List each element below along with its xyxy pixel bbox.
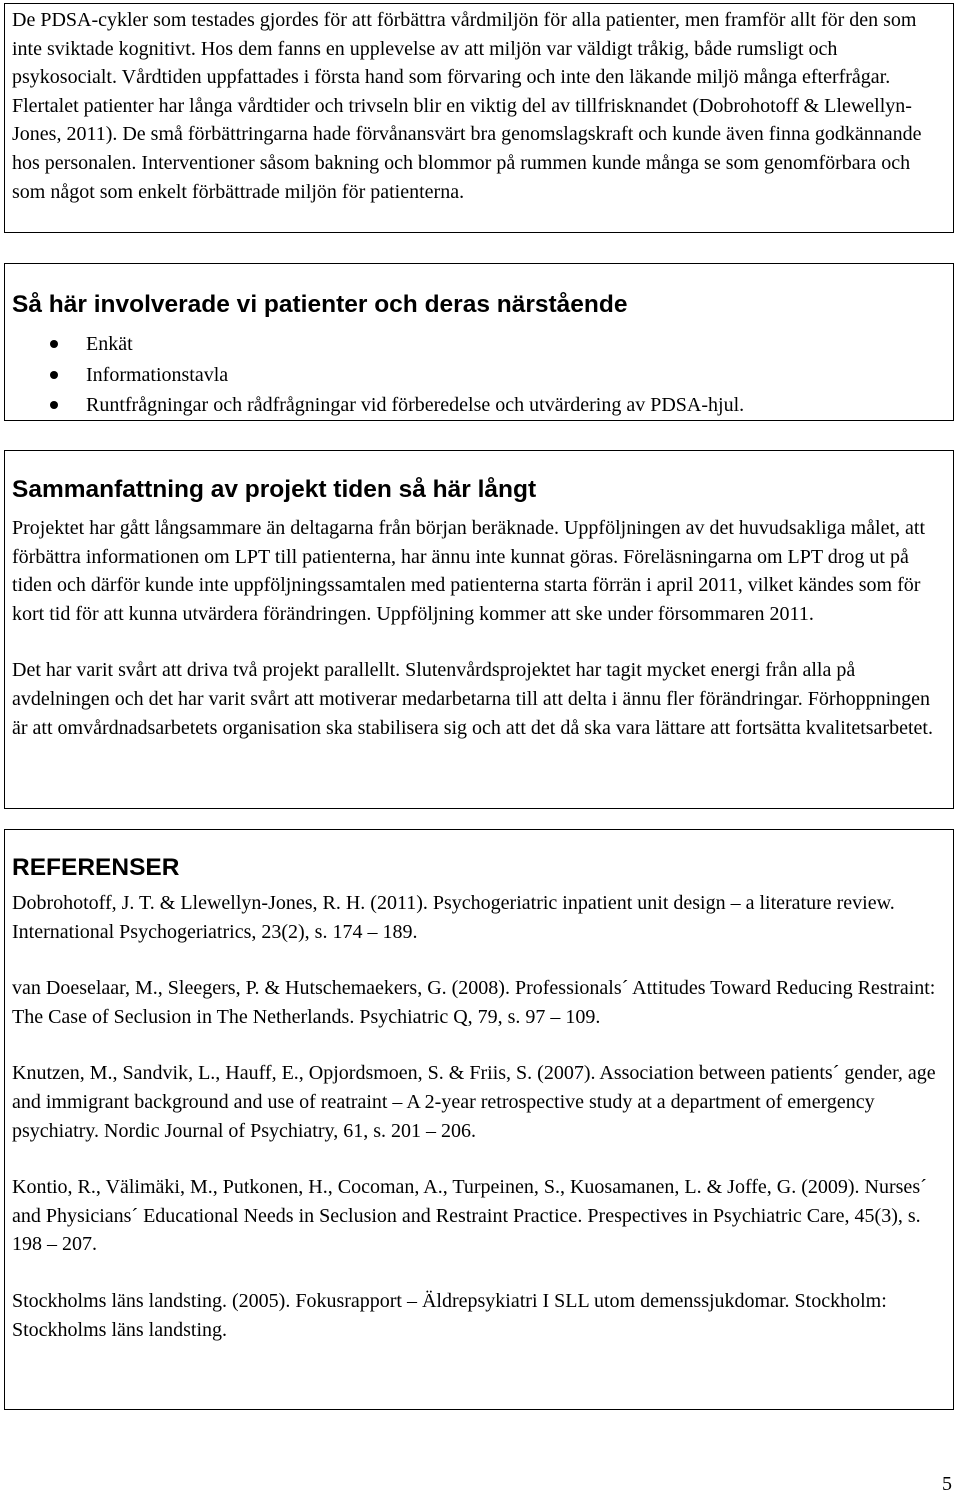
list-item	[12, 390, 946, 421]
summary-section	[4, 450, 954, 809]
references-section	[4, 829, 954, 1410]
involvement-section	[4, 263, 954, 421]
summary-heading: Sammanfattning av projekt tiden så här långt	[12, 476, 537, 503]
bullet-icon	[50, 401, 58, 409]
list-item	[12, 329, 946, 360]
reference-item: Stockholms läns landsting. (2005). Fokusrapport – Äldrepsykiatri I SLL utom demenssjukdomar. Stockholm: Stockholms läns landsting.	[12, 1289, 887, 1341]
references-heading: REFERENSER	[12, 854, 180, 881]
reference-item: Kontio, R., Välimäki, M., Putkonen, H., Cocoman, A., Turpeinen, S., Kuosamanen, L. & Joffe, G. (2009). Nurses´ and Physicians´ Educational Needs in Seclusion and Restraint Practice. Prespectives in Psychiatric Care, 45(3), s. 198 – 207.	[12, 1176, 927, 1256]
list-item-text: Enkät	[86, 333, 133, 355]
involvement-list	[12, 329, 946, 421]
intro-paragraph: De PDSA-cykler som testades gjordes för att förbättra vårdmiljön för alla patienter, men framför allt för den som inte sviktade kognitivt. Hos dem fanns en upplevelse av att miljön var väldigt tråkig, både rumsligt och psykosocialt. Vårdtiden uppfattades i första hand som förvaring och inte den läkande miljö många efterfrågar. Flertalet patienter har långa vårdtider och trivseln blir en viktig del av tillfrisknandet (Dobrohotoff & Llewellyn-Jones, 2011). De små förbättringarna hade förvånansvärt bra genomslagskraft och kunde även finna godkännande hos personalen. Interventioner såsom bakning och blommor på rummen kunde många se som genomförbara och som något som enkelt förbättrade miljön för patienterna.	[12, 9, 922, 203]
page-number: 5	[942, 1473, 952, 1495]
summary-paragraph-1: Projektet har gått långsammare än deltagarna från början beräknade. Uppföljningen av det huvudsakliga målet, att förbättra informationen om LPT till patienterna, har ännu inte kunnat göras. Föreläsningarna om LPT drog ut på tiden och därför kunde inte uppföljningssamtalen med patienterna starta förrän i april 2011, vilket kändes som för kort tid för att kunna utvärdera förändringen. Uppföljning kommer att ske under försommaren 2011.	[12, 517, 925, 625]
summary-paragraph-2: Det har varit svårt att driva två projekt parallellt. Slutenvårdsprojektet har tagit mycket energi från alla på avdelningen och det har varit svårt att motiverar medarbetarna till att delta i ännu fler förändringar. Förhoppningen är att omvårdnadsarbetets organisation ska stabilisera sig och att det då ska vara lättare att fortsätta kvalitetsarbetet.	[12, 659, 933, 739]
reference-item: van Doeselaar, M., Sleegers, P. & Hutschemaekers, G. (2008). Professionals´ Attitudes Toward Reducing Restraint: The Case of Seclusion in The Netherlands. Psychiatric Q, 79, s. 97 – 109.	[12, 977, 936, 1028]
bullet-icon	[50, 371, 58, 379]
list-item-text: Informationstavla	[86, 363, 229, 386]
intro-section	[4, 3, 954, 233]
reference-item: Knutzen, M., Sandvik, L., Hauff, E., Opjordsmoen, S. & Friis, S. (2007). Association between patients´ gender, age and immigrant background and use of reatraint – A 2-year retrospective study at a department of emergency psychiatry. Nordic Journal of Psychiatry, 61, s. 201 – 206.	[12, 1062, 936, 1142]
list-item-text: Runtfrågningar och rådfrågningar vid förberedelse och utvärdering av PDSA-hjul.	[86, 394, 745, 416]
list-item	[12, 360, 946, 391]
reference-item: Dobrohotoff, J. T. & Llewellyn-Jones, R. H. (2011). Psychogeriatric inpatient unit design – a literature review. International Psychogeriatrics, 23(2), s. 174 – 189.	[12, 892, 895, 943]
involvement-heading: Så här involverade vi patienter och deras närstående	[12, 291, 628, 318]
bullet-icon	[50, 340, 58, 348]
